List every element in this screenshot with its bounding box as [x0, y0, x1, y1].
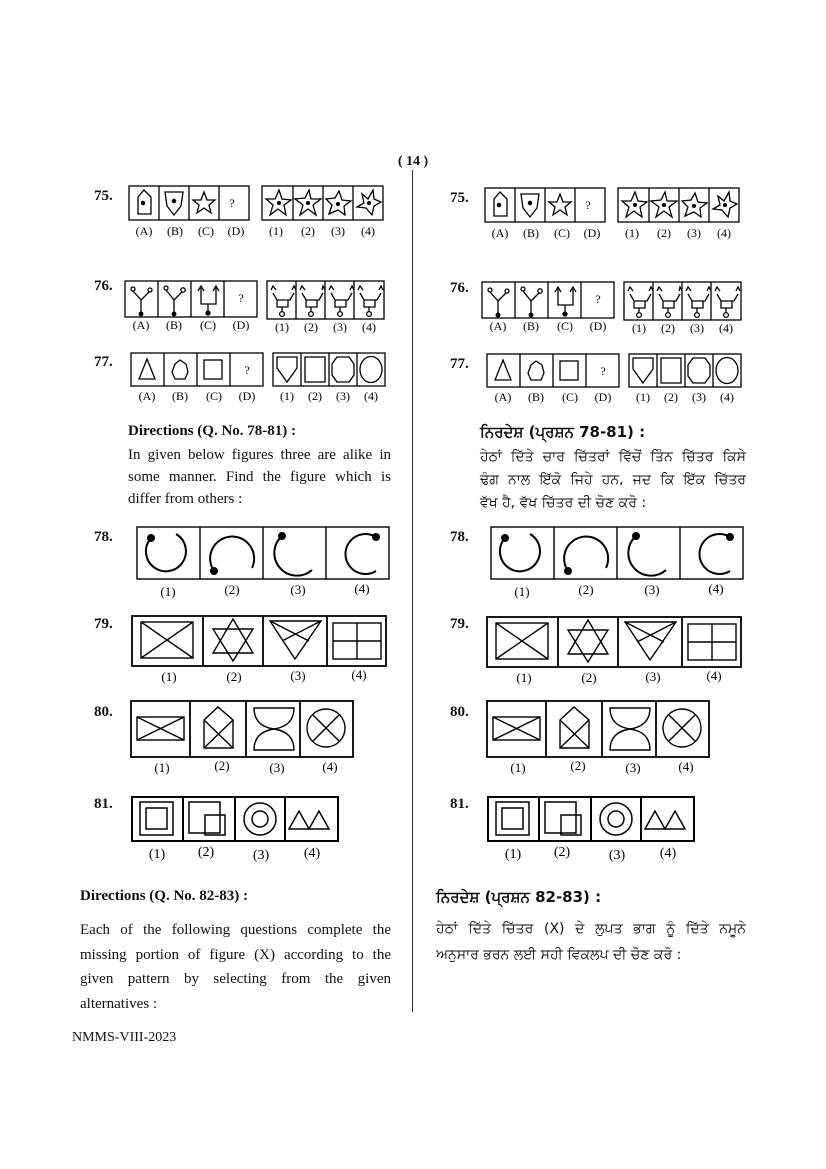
question-number: 79. — [94, 616, 113, 632]
figure-q75 — [128, 185, 388, 250]
option-label: (1) — [269, 224, 283, 238]
option-label: (4) — [717, 226, 731, 240]
figure-label: (B) — [172, 389, 188, 403]
figure-svg — [124, 280, 386, 338]
figure-svg — [481, 281, 743, 339]
option-label: (2) — [301, 224, 315, 238]
figure-label: (C) — [557, 319, 573, 333]
option-label: (1) — [636, 390, 650, 404]
figure-svg — [136, 526, 390, 604]
option-label: (1) — [148, 847, 166, 862]
figure-label: (A) — [494, 390, 512, 404]
question-number: 80. — [94, 704, 113, 720]
directions-82-83-text: ਹੇਠਾਂ ਦਿੱਤੇ ਚਿੱਤਰ (X) ਦੇ ਲੁਪਤ ਭਾਗ ਨੂੰ ਦਿੱਤੇ ਨਮੂਨੇ ਅਨੁਸਾਰ ਭਰਨ ਲਈ ਸਹੀ ਵਿਕਲਪ ਦੀ ਚੋਣ ਕਰੋ : — [436, 921, 746, 963]
question-number: 75. — [94, 188, 113, 204]
option-label: (4) — [303, 846, 321, 861]
figure-label: (A) — [489, 319, 507, 333]
option-label: (2) — [664, 390, 678, 404]
figure-q76 — [124, 280, 386, 343]
option-label: (2) — [226, 669, 242, 684]
figure-q77 — [486, 353, 742, 414]
option-label: (3) — [645, 669, 661, 684]
option-label: (1) — [160, 584, 176, 599]
option-label: (4) — [659, 846, 677, 861]
option-label: (4) — [361, 224, 375, 238]
option-label: (1) — [514, 584, 530, 599]
figure-svg — [131, 615, 387, 689]
option-label: (3) — [336, 389, 350, 403]
option-label: (3) — [690, 321, 704, 335]
figure-label: (A) — [135, 224, 153, 238]
option-label: (3) — [331, 224, 345, 238]
figure-q78 — [490, 526, 744, 609]
directions-82-83-title: ਨਿਰਦੇਸ਼ (ਪ੍ਰਸ਼ਨ 82-83) : — [436, 888, 602, 906]
option-label: (4) — [364, 389, 378, 403]
option-label: (2) — [224, 582, 240, 597]
figure-svg — [486, 616, 742, 690]
option-label: (4) — [362, 320, 376, 334]
question-mark: ? — [229, 196, 235, 210]
figure-q79 — [131, 615, 387, 694]
option-label: (3) — [333, 320, 347, 334]
option-label: (1) — [516, 670, 532, 685]
option-label: (3) — [269, 760, 285, 775]
directions-82-83-title: Directions (Q. No. 82-83) : — [80, 888, 249, 904]
question-number: 81. — [450, 796, 469, 812]
figure-label: (B) — [523, 226, 539, 240]
question-mark: ? — [238, 291, 244, 305]
option-label: (2) — [308, 389, 322, 403]
option-label: (3) — [644, 582, 660, 597]
figure-q80 — [486, 700, 712, 783]
option-label: (4) — [322, 759, 338, 774]
figure-label: (B) — [523, 319, 539, 333]
question-mark: ? — [600, 364, 606, 378]
option-label: (1) — [510, 760, 526, 775]
question-number: 81. — [94, 796, 113, 812]
option-label: (3) — [625, 760, 641, 775]
directions-78-81-title: ਨਿਰਦੇਸ਼ (ਪ੍ਰਸ਼ਨ 78-81) : — [480, 423, 646, 441]
option-label: (2) — [197, 845, 215, 860]
figure-q81 — [131, 796, 341, 867]
option-label: (1) — [161, 669, 177, 684]
question-mark: ? — [585, 198, 591, 212]
question-number: 77. — [450, 356, 469, 372]
figure-label: (A) — [491, 226, 509, 240]
figure-label: (D) — [232, 318, 250, 332]
figure-q81 — [487, 796, 697, 867]
option-label: (4) — [678, 759, 694, 774]
option-label: (3) — [252, 848, 270, 862]
figure-label: (D) — [238, 389, 256, 403]
option-label: (1) — [625, 226, 639, 240]
option-label: (4) — [706, 668, 722, 683]
figure-q75 — [484, 187, 744, 252]
option-label: (1) — [504, 847, 522, 862]
option-label: (2) — [581, 670, 597, 685]
footer-code: NMMS-VIII-2023 — [72, 1030, 177, 1045]
figure-svg — [130, 700, 356, 778]
figure-label: (C) — [200, 318, 216, 332]
option-label: (2) — [304, 320, 318, 334]
figure-label: (B) — [167, 224, 183, 238]
figure-q79 — [486, 616, 742, 695]
option-label: (1) — [275, 320, 289, 334]
option-label: (3) — [290, 668, 306, 683]
figure-q78 — [136, 526, 390, 609]
question-number: 78. — [450, 529, 469, 545]
option-label: (2) — [214, 758, 230, 773]
figure-svg — [486, 700, 712, 778]
option-label: (4) — [708, 581, 724, 596]
figure-svg — [130, 352, 386, 408]
question-number: 80. — [450, 704, 469, 720]
question-mark: ? — [595, 292, 601, 306]
figure-svg — [484, 187, 744, 247]
option-label: (2) — [553, 845, 571, 860]
option-label: (1) — [154, 760, 170, 775]
option-label: (3) — [290, 582, 306, 597]
figure-label: (C) — [562, 390, 578, 404]
page-number: ( 14 ) — [397, 154, 429, 169]
option-label: (4) — [354, 581, 370, 596]
figure-label: (B) — [166, 318, 182, 332]
figure-svg — [487, 796, 697, 862]
option-label: (3) — [692, 390, 706, 404]
figure-svg — [131, 796, 341, 862]
figure-label: (C) — [554, 226, 570, 240]
question-number: 75. — [450, 190, 469, 206]
figure-label: (C) — [206, 389, 222, 403]
figure-label: (D) — [583, 226, 601, 240]
column-divider — [412, 170, 413, 1012]
question-number: 77. — [94, 354, 113, 370]
option-label: (4) — [719, 321, 733, 335]
directions-82-83-text: Each of the following questions complete the missing portion of figure (X) according to the given pattern by selecting from the given alternatives : — [80, 922, 391, 1012]
option-label: (2) — [578, 582, 594, 597]
option-label: (1) — [280, 389, 294, 403]
figure-label: (A) — [132, 318, 150, 332]
option-label: (3) — [608, 848, 626, 862]
figure-q77 — [130, 352, 386, 413]
option-label: (1) — [632, 321, 646, 335]
option-label: (2) — [657, 226, 671, 240]
figure-label: (A) — [138, 389, 156, 403]
figure-svg — [128, 185, 388, 245]
figure-svg — [486, 353, 742, 409]
question-number: 79. — [450, 616, 469, 632]
question-number: 76. — [450, 280, 469, 296]
option-label: (4) — [351, 667, 367, 682]
figure-label: (D) — [594, 390, 612, 404]
directions-78-81-text: ਹੇਠਾਂ ਦਿੱਤੇ ਚਾਰ ਚਿੱਤਰਾਂ ਵਿੱਚੋਂ ਤਿੰਨ ਚਿੱਤਰ ਕਿਸੇ ਢੰਗ ਨਾਲ ਇੱਕੋ ਜਿਹੇ ਹਨ, ਜਦ ਕਿ ਇੱਕ ਚਿੱਤਰ ਵੱਖ ਹੈ, ਵੱਖ ਚਿੱਤਰ ਦੀ ਚੋਣ ਕਰੋ : — [480, 449, 746, 511]
figure-q76 — [481, 281, 743, 344]
directions-78-81-text: In given below figures three are alike in some manner. Find the figure which is differ from others : — [128, 447, 391, 507]
figure-label: (D) — [227, 224, 245, 238]
option-label: (4) — [720, 390, 734, 404]
option-label: (2) — [661, 321, 675, 335]
question-number: 78. — [94, 529, 113, 545]
question-number: 76. — [94, 278, 113, 294]
figure-svg — [490, 526, 744, 604]
figure-label: (B) — [528, 390, 544, 404]
directions-78-81-title: Directions (Q. No. 78-81) : — [128, 423, 297, 439]
figure-label: (C) — [198, 224, 214, 238]
option-label: (2) — [570, 758, 586, 773]
figure-label: (D) — [589, 319, 607, 333]
option-label: (3) — [687, 226, 701, 240]
question-mark: ? — [244, 363, 250, 377]
figure-q80 — [130, 700, 356, 783]
